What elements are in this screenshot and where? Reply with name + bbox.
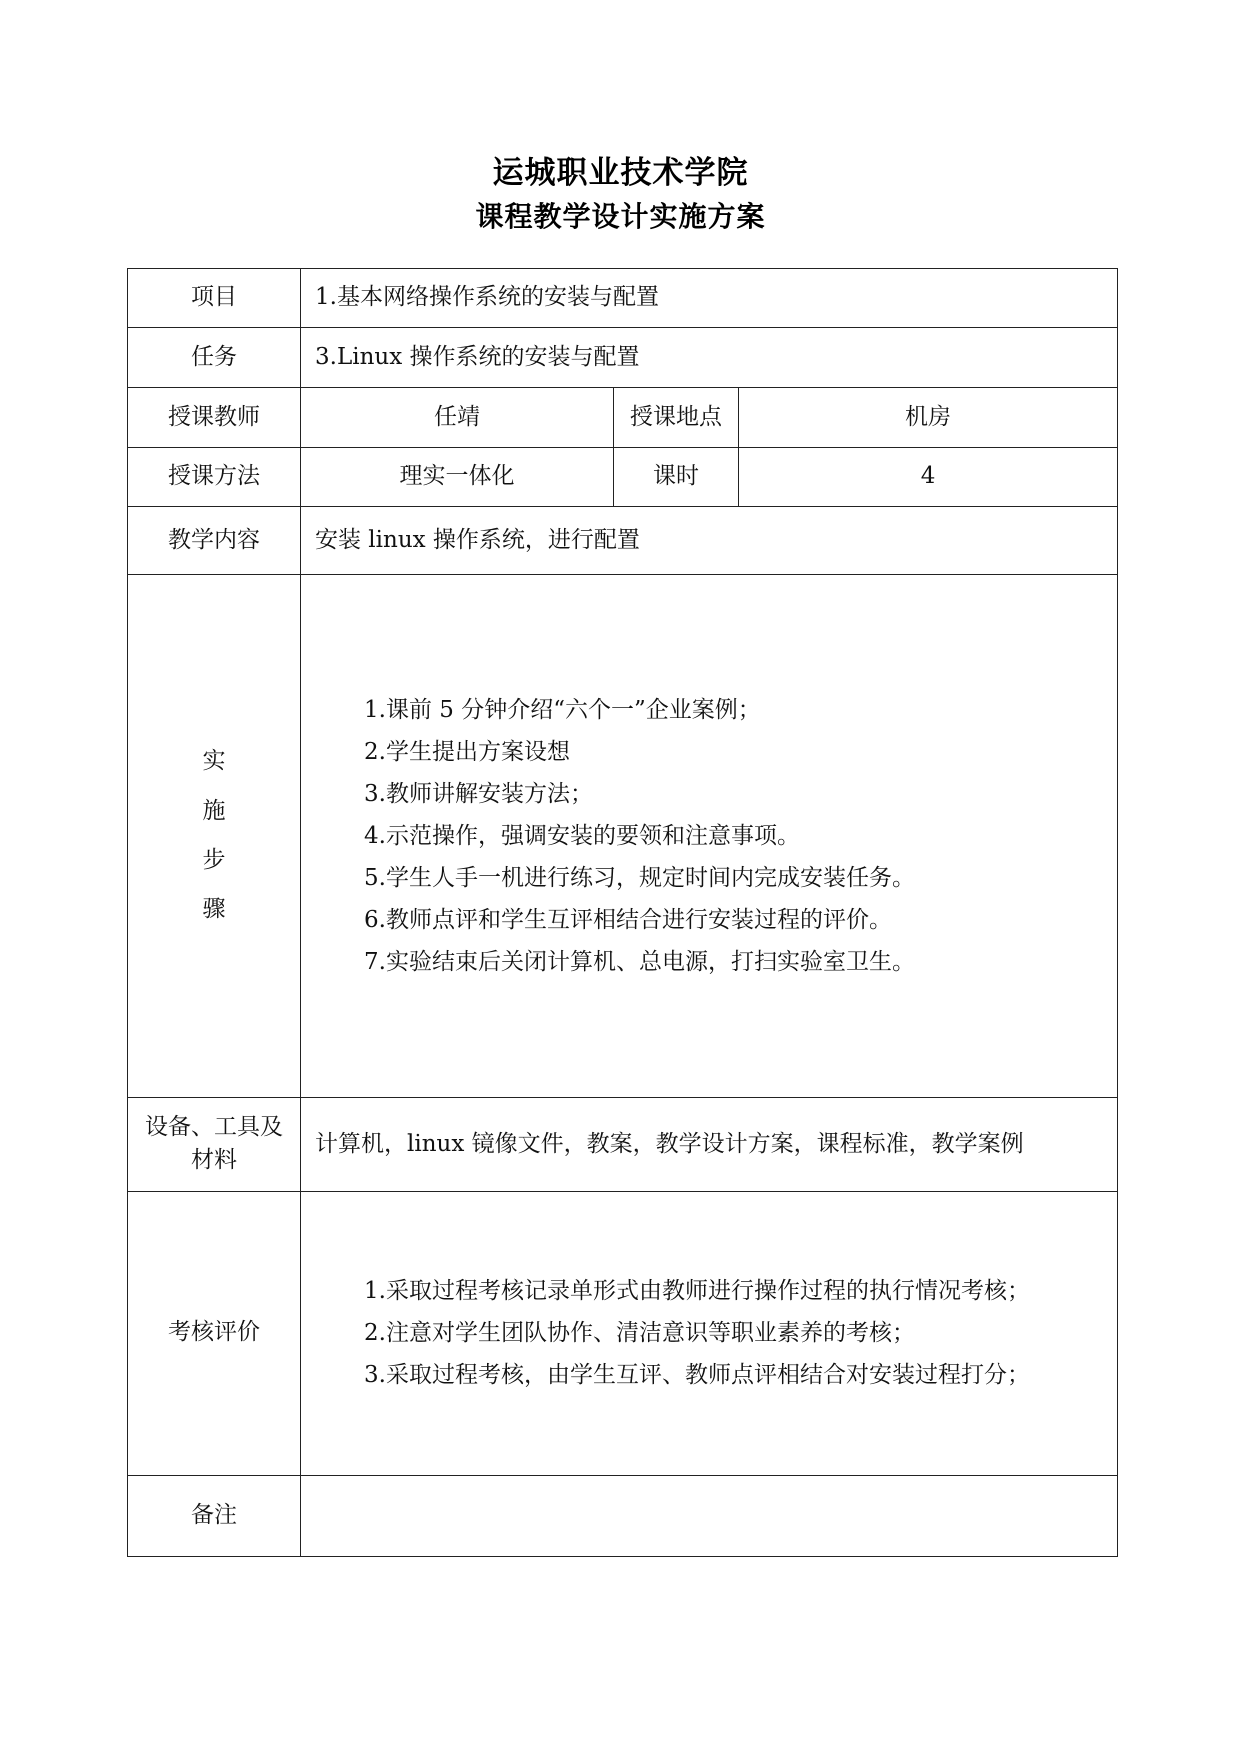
school-name: 运城职业技术学院 [492,155,749,191]
step-item: 1.课前 5 分钟介绍“六个一”企业案例； [364,697,761,724]
task-label: 任务 [128,328,301,388]
row-assessment [128,1191,1118,1475]
document-title: 课程教学设计实施方案 [475,200,766,233]
row-remarks [128,1475,1118,1556]
teacher-label: 授课教师 [128,388,301,447]
equipment-label [128,1098,301,1191]
step-item: 4.示范操作，强调安装的要领和注意事项。 [364,823,800,850]
assessment-label: 考核评价 [128,1191,301,1475]
row-equipment [128,1098,1118,1191]
content-value: 安装 linux 操作系统，进行配置 [301,506,1118,574]
step-item: 6.教师点评和学生互评相结合进行安装过程的评价。 [364,907,892,934]
step-item: 7.实验结束后关闭计算机、总电源，打扫实验室卫生。 [364,949,915,976]
steps-label-char: 步 [202,847,226,874]
remarks-label: 备注 [128,1475,301,1556]
assessment-list [301,1270,1117,1396]
task-value: 3.Linux 操作系统的安装与配置 [301,328,1118,388]
assessment-content [301,1191,1118,1475]
teacher-value: 任靖 [301,388,614,447]
project-value: 1.基本网络操作系统的安装与配置 [301,269,1118,328]
row-teacher-location [128,388,1118,447]
row-task [128,328,1118,388]
step-item: 2.学生提出方案设想 [364,739,570,766]
step-item: 3.教师讲解安装方法； [364,781,593,808]
equipment-label-line: 材料 [191,1147,237,1174]
row-content [128,506,1118,574]
hours-label: 课时 [614,447,739,506]
step-item: 5.学生人手一机进行练习，规定时间内完成安装任务。 [364,865,915,892]
location-label: 授课地点 [614,388,739,447]
method-value: 理实一体化 [301,447,614,506]
assessment-item: 2.注意对学生团队协作、清洁意识等职业素养的考核； [364,1320,915,1347]
steps-content [301,575,1118,1098]
assessment-item: 3.采取过程考核，由学生互评、教师点评相结合对安装过程打分； [364,1362,1030,1389]
row-method-hours [128,447,1118,506]
hours-value: 4 [739,447,1118,506]
steps-label-char: 骤 [202,896,226,923]
row-steps [128,575,1118,1098]
method-label: 授课方法 [128,447,301,506]
project-label: 项目 [128,269,301,328]
row-project [128,269,1118,328]
steps-label-char: 实 [202,748,226,775]
equipment-value: 计算机，linux 镜像文件，教案，教学设计方案，课程标准，教学案例 [301,1098,1118,1191]
steps-label [128,575,301,1098]
equipment-label-line: 设备、工具及 [145,1113,283,1140]
assessment-item: 1.采取过程考核记录单形式由教师进行操作过程的执行情况考核； [364,1278,1030,1305]
content-label: 教学内容 [128,506,301,574]
location-value: 机房 [739,388,1118,447]
steps-list [301,689,1117,983]
remarks-value [301,1475,1118,1556]
steps-label-char: 施 [202,797,226,824]
course-plan-table [127,268,1118,1557]
